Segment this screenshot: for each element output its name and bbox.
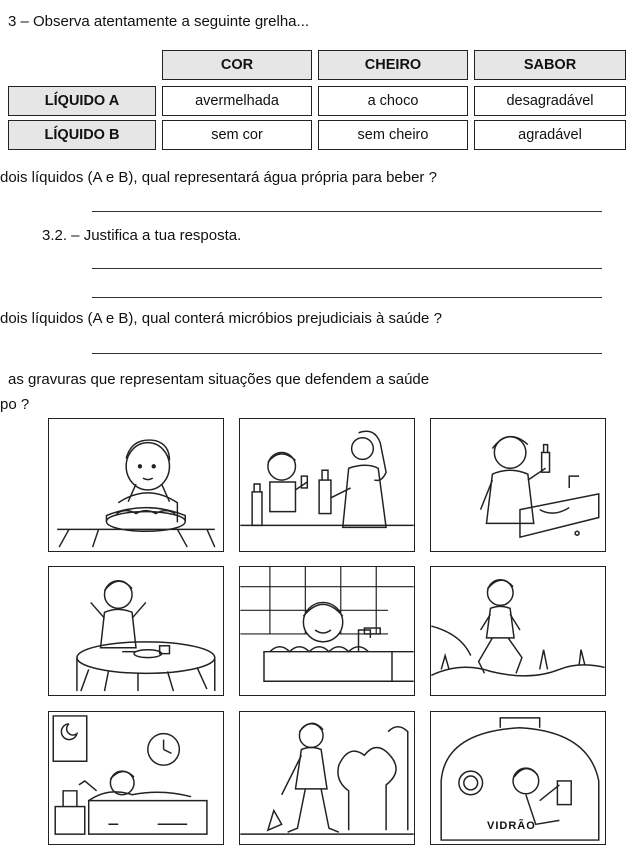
child-in-bed-drawing bbox=[49, 712, 223, 844]
table-cell-b-cor: sem cor bbox=[162, 120, 312, 150]
answer-line-3-2-a[interactable] bbox=[92, 268, 602, 269]
question-3-2-text: 3.2. – Justifica a tua resposta. bbox=[42, 227, 242, 244]
child-at-sink-drawing bbox=[431, 419, 605, 551]
child-eating-cake-drawing bbox=[49, 419, 223, 551]
table-cell-a-cheiro: a choco bbox=[318, 86, 468, 116]
table-cell-b-cheiro: sem cheiro bbox=[318, 120, 468, 150]
child-and-woman-drawing bbox=[240, 419, 414, 551]
picture-child-in-bed-with-clock[interactable] bbox=[48, 711, 224, 845]
picture-child-bathing[interactable] bbox=[239, 566, 415, 696]
table-row-label-b: LÍQUIDO B bbox=[8, 120, 156, 150]
table-header-cor: COR bbox=[162, 50, 312, 80]
answer-line-3-3[interactable] bbox=[92, 353, 602, 354]
child-bathing-drawing bbox=[240, 567, 414, 695]
table-cell-b-sabor: agradável bbox=[474, 120, 626, 150]
picture-child-running-outdoors[interactable] bbox=[430, 566, 606, 696]
child-walking-drawing bbox=[240, 712, 414, 844]
picture-child-eating-cake[interactable] bbox=[48, 418, 224, 552]
answer-line-3-2-b[interactable] bbox=[92, 297, 602, 298]
question-4-text-line2: po ? bbox=[0, 396, 30, 413]
table-header-sabor: SABOR bbox=[474, 50, 626, 80]
table-header-cheiro: CHEIRO bbox=[318, 50, 468, 80]
question-4-text-line1: as gravuras que representam situações que defendem a saúde bbox=[8, 371, 430, 388]
question-3-3-text: dois líquidos (A e B), qual conterá micróbios prejudiciais à saúde ? bbox=[0, 310, 442, 327]
picture-child-at-sink-with-bottle[interactable] bbox=[430, 418, 606, 552]
child-running-drawing bbox=[431, 567, 605, 695]
picture-child-at-dining-table[interactable] bbox=[48, 566, 224, 696]
table-row-label-a: LÍQUIDO A bbox=[8, 86, 156, 116]
child-at-table-drawing bbox=[49, 567, 223, 695]
bin-label: VIDRÃO bbox=[487, 820, 536, 832]
picture-child-at-glass-recycling-bin[interactable] bbox=[430, 711, 606, 845]
table-cell-a-cor: avermelhada bbox=[162, 86, 312, 116]
question-3-title: 3 – Observa atentamente a seguinte grelha... bbox=[8, 13, 310, 30]
answer-line-3-1[interactable] bbox=[92, 211, 602, 212]
question-3-1-text: dois líquidos (A e B), qual representará água própria para beber ? bbox=[0, 169, 437, 186]
picture-child-and-woman-with-bottles[interactable] bbox=[239, 418, 415, 552]
table-cell-a-sabor: desagradável bbox=[474, 86, 626, 116]
picture-child-walking-with-litter[interactable] bbox=[239, 711, 415, 845]
